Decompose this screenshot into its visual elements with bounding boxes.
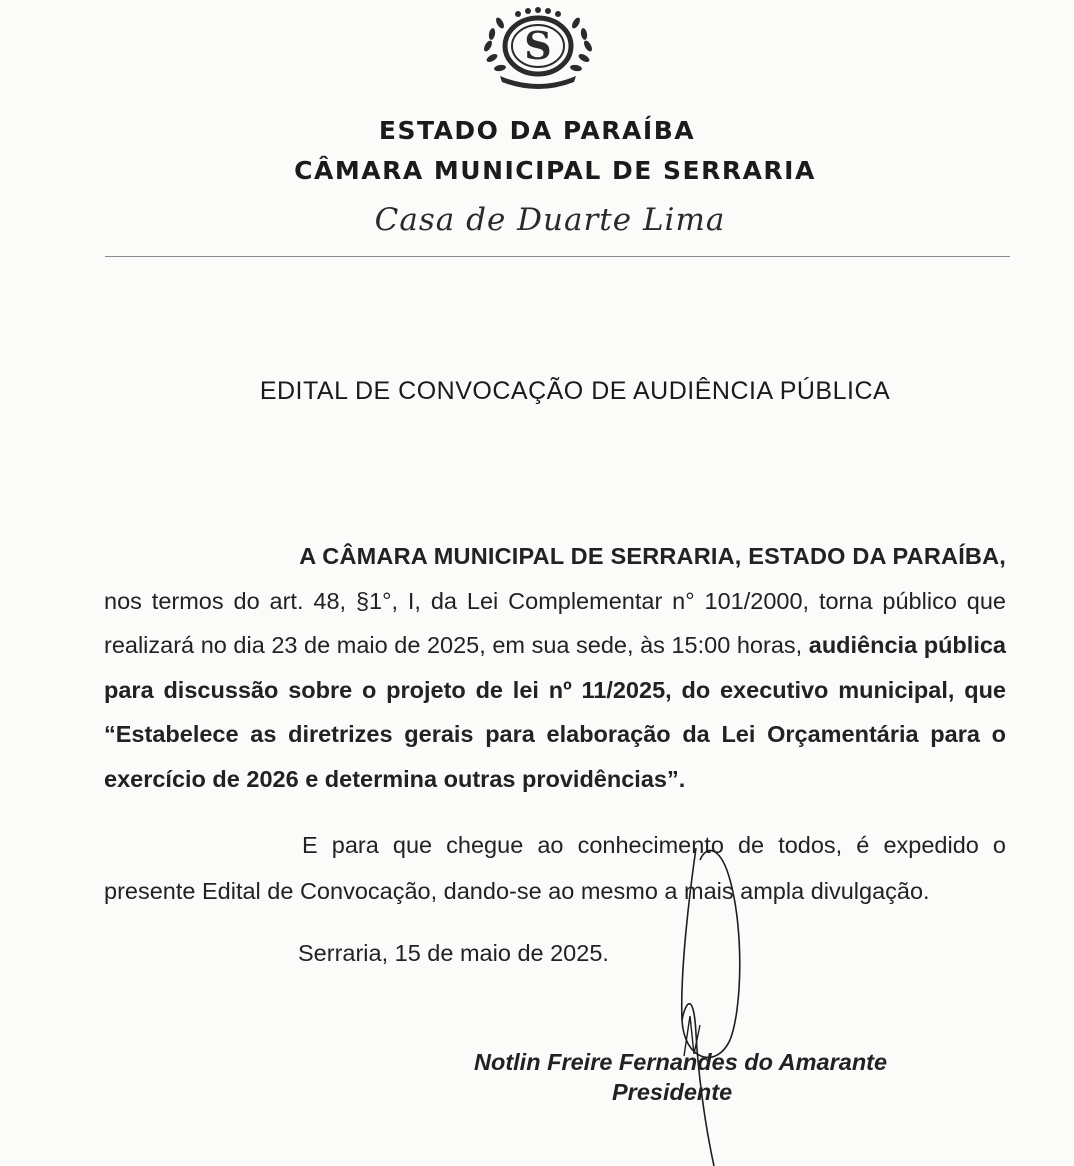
closing-paragraph [104,822,1006,914]
signatory-role: Presidente [612,1079,733,1105]
paragraph-bold-text: audiência pública para discussão sobre o projeto de lei nº 11/2025, do executivo municipal, que “Estabelece as diretrizes gerais para elaboração da Lei Orçamentária para o exercício de 2026 e determina outras providências”. [104,632,1006,792]
header-divider [105,256,1010,257]
paragraph-text: nos termos do art. 48, §1°, I, da Lei Complementar n° 101/2000, torna público que realizará no dia 23 de maio de 2025, em sua sede, às 15:00 horas, [104,587,1006,658]
document-date: Serraria, 15 de maio de 2025. [298,940,609,966]
state-heading: ESTADO DA PARAÍBA [378,116,696,145]
signatory-name: Notlin Freire Fernandes do Amarante [474,1049,888,1075]
motto-subtitle: Casa de Duarte Lima [374,202,726,238]
document-title: EDITAL DE CONVOCAÇÃO DE AUDIÊNCIA PÚBLICA [259,377,891,405]
chamber-heading: CÂMARA MUNICIPAL DE SERRARIA [294,156,816,185]
serraria-crest-icon [478,6,598,90]
convocation-paragraph [104,534,1006,801]
paragraph-lead: A CÂMARA MUNICIPAL DE SERRARIA, ESTADO DA PARAÍBA, [299,543,1006,569]
svg-text:S: S [524,23,552,68]
closing-text: E para que chegue ao conhecimento de todos, é expedido o presente Edital de Convocação, dando-se ao mesmo a mais ampla divulgação. [104,832,1006,904]
